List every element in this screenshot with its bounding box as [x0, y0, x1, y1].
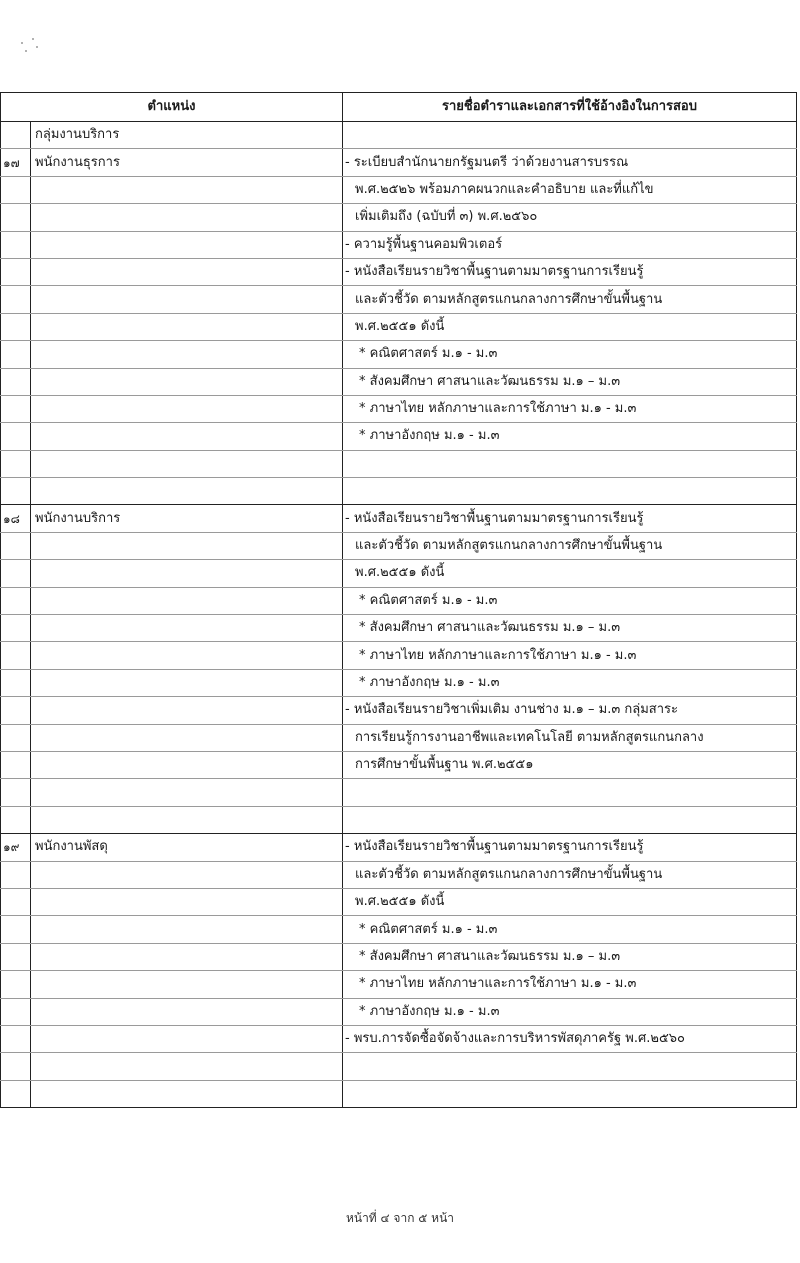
row-number: [1, 861, 31, 888]
position-cell: [31, 1080, 343, 1107]
header-references: รายชื่อตำราและเอกสารที่ใช้อ้างอิงในการสอบ: [343, 93, 797, 122]
row-number: [1, 231, 31, 258]
reference-cell: [343, 450, 797, 477]
table-row: [1, 204, 797, 231]
position-cell: [31, 806, 343, 833]
position-cell: พนักงานพัสดุ: [31, 834, 343, 861]
row-number: [1, 286, 31, 313]
position-cell: [31, 176, 343, 203]
table-body: [1, 122, 797, 1108]
row-number: [1, 779, 31, 806]
position-cell: [31, 724, 343, 751]
table-row: [1, 368, 797, 395]
position-cell: [31, 1025, 343, 1052]
table-row: [1, 587, 797, 614]
position-cell: [31, 916, 343, 943]
reference-cell: * คณิตศาสตร์ ม.๑ - ม.๓: [343, 341, 797, 368]
reference-cell: [343, 779, 797, 806]
row-number: [1, 176, 31, 203]
reference-cell: * ภาษาไทย หลักภาษาและการใช้ภาษา ม.๑ - ม.๓: [343, 642, 797, 669]
row-number: [1, 642, 31, 669]
reference-cell: [343, 122, 797, 149]
row-number: [1, 971, 31, 998]
reference-cell: [343, 1053, 797, 1080]
position-cell: พนักงานบริการ: [31, 505, 343, 532]
row-number: [1, 724, 31, 751]
table-row: [1, 724, 797, 751]
reference-cell: - หนังสือเรียนรายวิชาพื้นฐานตามมาตรฐานการเรียนรู้: [343, 834, 797, 861]
position-cell: [31, 204, 343, 231]
row-number: [1, 341, 31, 368]
table-row: [1, 122, 797, 149]
table-row: [1, 1080, 797, 1107]
table-row: [1, 341, 797, 368]
position-cell: [31, 861, 343, 888]
position-cell: [31, 478, 343, 505]
row-number: [1, 943, 31, 970]
position-cell: [31, 642, 343, 669]
table-row: [1, 834, 797, 861]
position-cell: [31, 1053, 343, 1080]
reference-cell: - หนังสือเรียนรายวิชาพื้นฐานตามมาตรฐานการเรียนรู้: [343, 505, 797, 532]
table-row: [1, 423, 797, 450]
reference-cell: การเรียนรู้การงานอาชีพและเทคโนโลยี ตามหลักสูตรแกนกลาง: [343, 724, 797, 751]
reference-cell: * คณิตศาสตร์ ม.๑ - ม.๓: [343, 587, 797, 614]
position-cell: [31, 231, 343, 258]
reference-cell: พ.ศ.๒๕๕๑ ดังนี้: [343, 888, 797, 915]
table-row: [1, 971, 797, 998]
reference-cell: [343, 1080, 797, 1107]
table-row: [1, 888, 797, 915]
reference-cell: - หนังสือเรียนรายวิชาเพิ่มเติม งานช่าง ม.๑ – ม.๓ กลุ่มสาระ: [343, 697, 797, 724]
reference-cell: เพิ่มเติมถึง (ฉบับที่ ๓) พ.ศ.๒๕๖๐: [343, 204, 797, 231]
reference-cell: * ภาษาไทย หลักภาษาและการใช้ภาษา ม.๑ - ม.๓: [343, 395, 797, 422]
reference-cell: * ภาษาไทย หลักภาษาและการใช้ภาษา ม.๑ - ม.๓: [343, 971, 797, 998]
row-number: [1, 1053, 31, 1080]
table-row: [1, 697, 797, 724]
position-cell: [31, 943, 343, 970]
table-row: [1, 395, 797, 422]
position-cell: [31, 395, 343, 422]
position-cell: กลุ่มงานบริการ: [31, 122, 343, 149]
position-cell: [31, 669, 343, 696]
row-number: [1, 204, 31, 231]
table-row: [1, 149, 797, 176]
row-number: [1, 478, 31, 505]
reference-cell: - พรบ.การจัดซื้อจัดจ้างและการบริหารพัสดุภาครัฐ พ.ศ.๒๕๖๐: [343, 1025, 797, 1052]
row-number: [1, 560, 31, 587]
table-row: [1, 861, 797, 888]
row-number: [1, 998, 31, 1025]
position-cell: [31, 587, 343, 614]
table-row: [1, 532, 797, 559]
row-number: [1, 395, 31, 422]
reference-cell: * ภาษาอังกฤษ ม.๑ - ม.๓: [343, 669, 797, 696]
position-cell: [31, 286, 343, 313]
table-header-row: [1, 93, 797, 122]
row-number: [1, 258, 31, 285]
table-row: [1, 1053, 797, 1080]
row-number: [1, 615, 31, 642]
row-number: [1, 1025, 31, 1052]
row-number: [1, 122, 31, 149]
row-number: [1, 532, 31, 559]
reference-cell: * คณิตศาสตร์ ม.๑ - ม.๓: [343, 916, 797, 943]
row-number: [1, 313, 31, 340]
header-position: ตำแหน่ง: [1, 93, 343, 122]
reference-cell: * สังคมศึกษา ศาสนาและวัฒนธรรม ม.๑ – ม.๓: [343, 368, 797, 395]
reference-cell: - หนังสือเรียนรายวิชาพื้นฐานตามมาตรฐานการเรียนรู้: [343, 258, 797, 285]
table-row: [1, 916, 797, 943]
position-cell: [31, 258, 343, 285]
reference-cell: - ระเบียบสำนักนายกรัฐมนตรี ว่าด้วยงานสารบรรณ: [343, 149, 797, 176]
row-number: [1, 587, 31, 614]
position-cell: [31, 779, 343, 806]
row-number: [1, 916, 31, 943]
reference-cell: * สังคมศึกษา ศาสนาและวัฒนธรรม ม.๑ – ม.๓: [343, 943, 797, 970]
table-row: [1, 258, 797, 285]
position-cell: [31, 368, 343, 395]
row-number: ๑๘: [1, 505, 31, 532]
reference-cell: พ.ศ.๒๕๕๑ ดังนี้: [343, 313, 797, 340]
position-cell: [31, 532, 343, 559]
table-row: [1, 806, 797, 833]
position-cell: [31, 450, 343, 477]
table-row: [1, 669, 797, 696]
reference-cell: และตัวชี้วัด ตามหลักสูตรแกนกลางการศึกษาขั้นพื้นฐาน: [343, 286, 797, 313]
table-row: [1, 450, 797, 477]
position-cell: พนักงานธุรการ: [31, 149, 343, 176]
row-number: [1, 368, 31, 395]
page-footer: หน้าที่ ๔ จาก ๕ หน้า: [345, 1211, 455, 1225]
position-cell: [31, 615, 343, 642]
scan-specks: [18, 36, 48, 56]
row-number: [1, 888, 31, 915]
position-cell: [31, 998, 343, 1025]
table-row: [1, 505, 797, 532]
table-row: [1, 560, 797, 587]
row-number: [1, 669, 31, 696]
table-row: [1, 751, 797, 778]
position-cell: [31, 341, 343, 368]
reference-cell: การศึกษาขั้นพื้นฐาน พ.ศ.๒๕๕๑: [343, 751, 797, 778]
row-number: [1, 751, 31, 778]
row-number: [1, 1080, 31, 1107]
table-row: [1, 615, 797, 642]
position-cell: [31, 888, 343, 915]
table-row: [1, 286, 797, 313]
table-row: [1, 943, 797, 970]
table-row: [1, 478, 797, 505]
reference-cell: [343, 478, 797, 505]
row-number: ๑๗: [1, 149, 31, 176]
position-cell: [31, 697, 343, 724]
row-number: [1, 697, 31, 724]
row-number: [1, 806, 31, 833]
position-cell: [31, 313, 343, 340]
row-number: ๑๙: [1, 834, 31, 861]
row-number: [1, 423, 31, 450]
table-row: [1, 1025, 797, 1052]
position-cell: [31, 423, 343, 450]
table-row: [1, 779, 797, 806]
reference-cell: * สังคมศึกษา ศาสนาและวัฒนธรรม ม.๑ – ม.๓: [343, 615, 797, 642]
table-row: [1, 313, 797, 340]
position-cell: [31, 751, 343, 778]
position-cell: [31, 560, 343, 587]
position-cell: [31, 971, 343, 998]
table-row: [1, 998, 797, 1025]
reference-table: [0, 92, 797, 1108]
reference-cell: * ภาษาอังกฤษ ม.๑ - ม.๓: [343, 423, 797, 450]
reference-cell: [343, 806, 797, 833]
reference-cell: - ความรู้พื้นฐานคอมพิวเตอร์: [343, 231, 797, 258]
reference-cell: พ.ศ.๒๕๕๑ ดังนี้: [343, 560, 797, 587]
table-row: [1, 642, 797, 669]
reference-cell: พ.ศ.๒๕๒๖ พร้อมภาคผนวกและคำอธิบาย และที่แก้ไข: [343, 176, 797, 203]
reference-cell: และตัวชี้วัด ตามหลักสูตรแกนกลางการศึกษาขั้นพื้นฐาน: [343, 861, 797, 888]
row-number: [1, 450, 31, 477]
reference-cell: * ภาษาอังกฤษ ม.๑ - ม.๓: [343, 998, 797, 1025]
table-row: [1, 231, 797, 258]
table-row: [1, 176, 797, 203]
reference-cell: และตัวชี้วัด ตามหลักสูตรแกนกลางการศึกษาขั้นพื้นฐาน: [343, 532, 797, 559]
